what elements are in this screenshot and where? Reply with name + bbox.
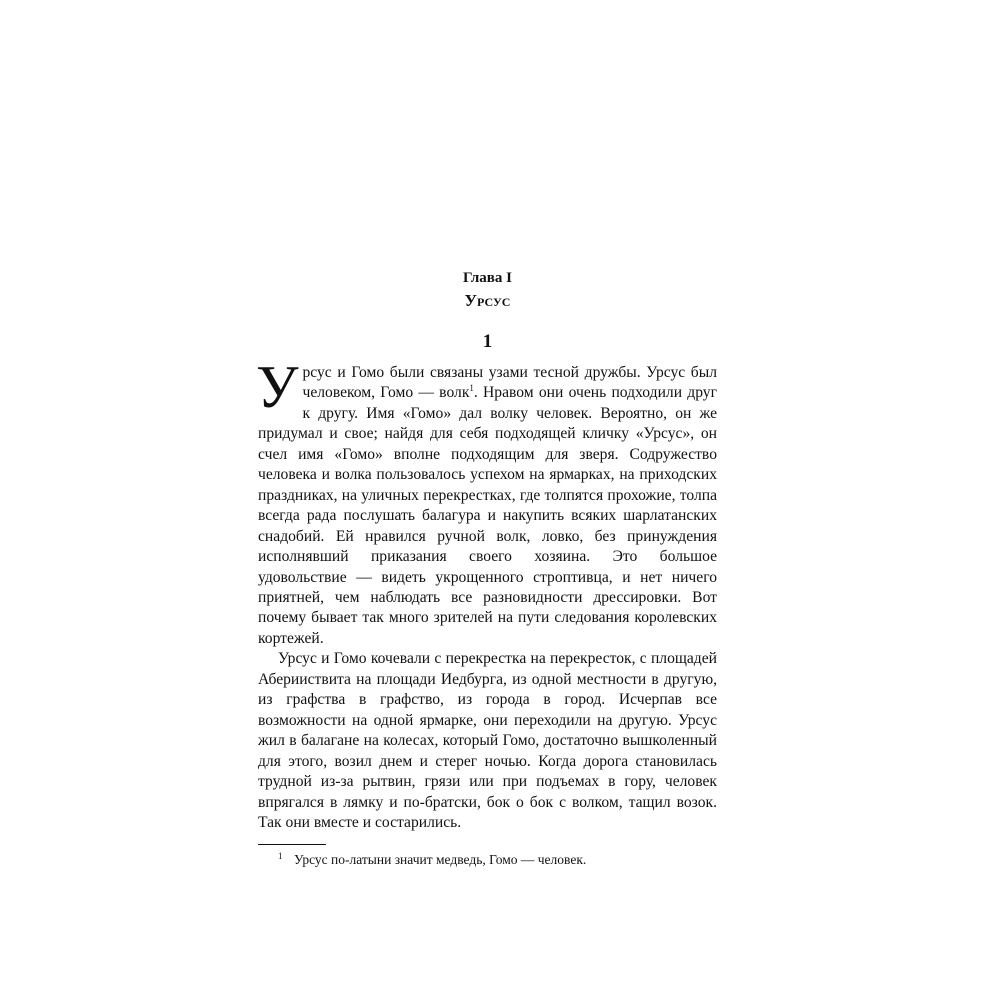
section-number: 1 [482, 331, 493, 352]
footnote-divider [258, 844, 326, 845]
chapter-title: Урсус [464, 291, 511, 310]
book-page [258, 268, 717, 869]
body-text [256, 354, 718, 833]
drop-cap: У [256, 354, 299, 420]
footnote [258, 851, 717, 869]
paragraph-1 [256, 354, 718, 649]
footnote-reference[interactable]: 1 [469, 383, 474, 394]
paragraph-2: Урсус и Гомо кочевали с перекрестка на перекресток, с площадей Аберииствита на площади Иедбурга, из одной местности в другую, из графства в графство, из города в город. Исчерпав все возможности на одной ярмарке, они переходили на другую. Урсус жил в балагане на колесах, который Гомо, достаточно вышколенный для этого, возил днем и стерег ночью. Когда дорога становилась трудной из-за рытвин, грязи или при подъемах в гору, человек впрягался в лямку и по-братски, бок о бок с волком, тащил возок. Так они вместе и состарились. [258, 650, 717, 831]
paragraph-1-text-b: . Нравом они очень подходили друг к другу. Имя «Гомо» дал волку человек. Вероятно, он же придумал и свое; найдя для себя подходящей кличку «Урсус», он счел имя «Гомо» вполне подходящим для зверя. Содружество человека и волка пользовалось успехом на ярмарках, на приходских праздниках, на уличных перекрестках, где толпятся прохожие, толпа всегда рада послушать балагура и накупить всяких шарлатанских снадобий. Ей нравился ручной волк, ловко, без принуждения исполнявший приказания своего хозяина. Это большое удовольствие — видеть укрощенного строптивца, и нет ничего приятней, чем наблюдать все разновидности дрессировки. Вот почему бывает так много зрителей на пути следования королевских кортежей. [258, 384, 718, 647]
paragraph-1-text-a: рсус и Гомо были связаны узами тесной дружбы. Урсус был человеком, Гомо — волк [302, 364, 717, 402]
footnote-text: Урсус по-латыни значит медведь, Гомо — человек. [294, 852, 587, 868]
chapter-label: Глава I [463, 270, 512, 286]
footnote-mark: 1 [278, 851, 283, 862]
